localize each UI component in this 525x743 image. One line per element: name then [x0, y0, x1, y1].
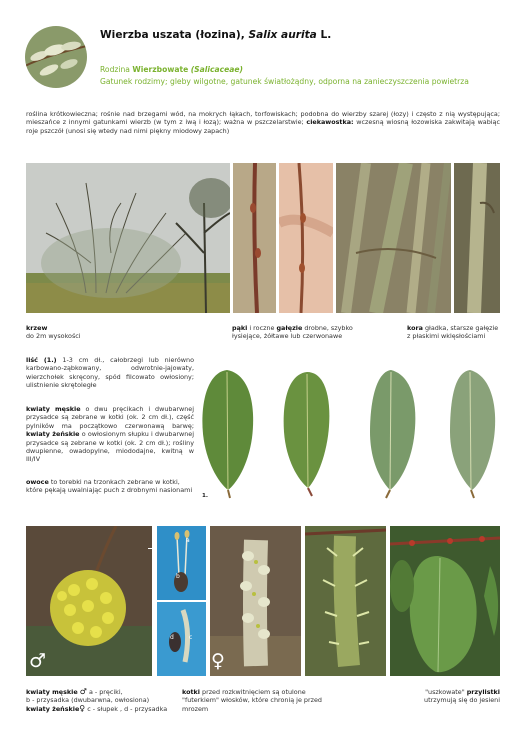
shoots-label: gałęzie	[276, 324, 303, 332]
female-flower-detail-photo	[157, 602, 206, 676]
description-text: roślina krótkowieczna; rośnie nad brzegami wód, na mokrych łąkach, torfowiskach; podobna do wierzby szarej (łozy) i często z nią występująca; mieszańce z innymi gatunkami wierzb (w tym z iwą i łozą); ważna w pszczelarstwie;	[26, 110, 500, 127]
female-parts-symbol: ♀	[79, 703, 86, 713]
female-parts-cd: c - słupek , d - przysadka	[87, 704, 168, 713]
stipules-label: przylistki	[466, 688, 500, 696]
pointer-line-male	[148, 548, 157, 549]
page-title	[100, 29, 331, 41]
buds-caption	[232, 324, 366, 341]
mark-b: b	[176, 573, 180, 580]
male-parts-label: kwiaty męskie	[26, 688, 78, 696]
photo-male-symbol: ♂	[29, 650, 47, 672]
bark-photo-2	[454, 163, 500, 313]
catkins-text: przed rozkwitnięciem są otulone "futerkiem" włosków, które chronią je przed mrozem	[182, 688, 322, 713]
female-parts-label: kwiaty żeńskie	[26, 704, 80, 713]
curiosity-text: wczesną wiosną łozowiska zakwitają wabiąc roje pszczół (unosi się wtedy nad nimi piękny miodowy zapach)	[26, 118, 500, 135]
catkins-fruit-illustration	[305, 526, 386, 676]
bark-caption	[407, 324, 503, 341]
catkins-photo	[305, 526, 386, 676]
bark-photo-1	[336, 163, 451, 313]
leaf-number-label: 1.	[202, 493, 209, 499]
female-flowers-label: kwiaty żeńskie	[26, 430, 80, 439]
female-flowers-text: o owłosionym słupku i dwubarwnej przysadce są zebrane w kotki (ok. 2 cm dł.); rośliny dwupienne, owadopylne, miododajne, kwitną w III/IV	[26, 430, 194, 464]
bark-label: kora	[407, 324, 423, 332]
twig-in-hand-illustration	[279, 163, 333, 313]
fruit-paragraph	[26, 478, 194, 495]
female-flower-detail-illustration	[157, 602, 206, 676]
bark-closeup-illustration	[454, 163, 500, 313]
header-thumbnail-photo	[25, 26, 87, 88]
curiosity-label: ciekawostka:	[306, 118, 354, 127]
stipules-quote: "uszkowate"	[425, 688, 465, 696]
habitat-line: Gatunek rodzimy; gleby wilgotne, gatunek światłożądny, odporna na zanieczyszczenia powietrza	[100, 77, 469, 86]
male-parts-symbol: ♂	[79, 687, 87, 696]
stipules-text: utrzymują się do jesieni	[424, 696, 500, 705]
male-flower-detail-photo	[157, 526, 206, 600]
leaves-group	[200, 366, 505, 502]
mark-c: c	[189, 634, 193, 641]
shrub-label: krzew	[26, 324, 48, 332]
male-flowers-label: kwiaty męskie	[26, 405, 81, 413]
title-latin-name: Salix aurita	[248, 29, 317, 41]
bark-stems-illustration	[336, 163, 451, 313]
leaf-ref: (1.)	[43, 356, 57, 364]
shrub-photo	[26, 163, 230, 313]
male-flower-detail-illustration	[157, 526, 206, 600]
leaf-text: 1-3 cm dł., całobrzegi lub nierówno karbowano-ząbkowany, odwrotnie-jajowaty, wierzchołek skręcony, spód filcowato owłosiony; ulistnienie skrętoległe	[26, 356, 194, 390]
family-name: Wierzbowate	[132, 65, 189, 74]
leaf-1	[202, 370, 253, 498]
flowers-paragraph	[26, 405, 194, 464]
bark-text: gładka, starsze gałęzie z płaskimi wklęsłościami	[407, 324, 499, 341]
description-paragraph	[26, 110, 500, 135]
mark-d: d	[170, 634, 174, 641]
buds-photo-2	[279, 163, 333, 313]
family-line	[100, 65, 243, 74]
stipules-illustration	[390, 526, 500, 676]
male-parts-b: b - przysadka (dwubarwna, owłosiona)	[26, 696, 150, 705]
fruit-label: owoce	[26, 478, 49, 486]
shrub-text: do 2m wysokości	[26, 332, 81, 341]
buds-photo-1	[233, 163, 276, 313]
leaves-illustration	[200, 366, 505, 502]
catkin-thumbnail-illustration	[25, 26, 87, 88]
photo-female-symbol: ♀	[211, 650, 225, 672]
stipules-photo	[390, 526, 500, 676]
catkins-label: kotki	[182, 688, 200, 696]
buds-label: pąki	[232, 324, 248, 332]
title-polish-name: Wierzba uszata (łozina),	[100, 29, 245, 41]
male-parts-a: a - pręciki,	[88, 688, 123, 696]
family-latin: (Salicaceae)	[190, 65, 243, 74]
leaf-label: liść	[26, 356, 38, 364]
twig-illustration	[233, 163, 276, 313]
shrub-illustration	[26, 163, 230, 313]
buds-mid-text: i roczne	[249, 324, 275, 332]
leaf-2	[284, 372, 330, 496]
leaf-paragraph	[26, 356, 194, 390]
male-flowers-text: o dwu pręcikach i dwubarwnej przysadce są zebrane w kotki (ok. 2 cm dł.), część pylników ma początkowo czerwonawą barwę;	[26, 405, 194, 430]
mark-a: a	[186, 537, 190, 544]
family-prefix: Rodzina	[100, 65, 130, 74]
title-author: L.	[320, 29, 332, 41]
leaf-4	[450, 370, 495, 498]
buds-text: drobne, szybko łysiejące, żółtawe lub czerwonawe	[232, 324, 353, 341]
shrub-caption	[26, 324, 226, 341]
flower-parts-caption	[26, 688, 186, 713]
leaf-3	[370, 370, 415, 498]
catkins-caption	[182, 688, 322, 713]
fruit-text: to torebki na trzonkach zebrane w kotki, które pękają uwalniając puch z drobnymi nasionami	[26, 478, 193, 495]
stipules-caption	[393, 688, 500, 705]
